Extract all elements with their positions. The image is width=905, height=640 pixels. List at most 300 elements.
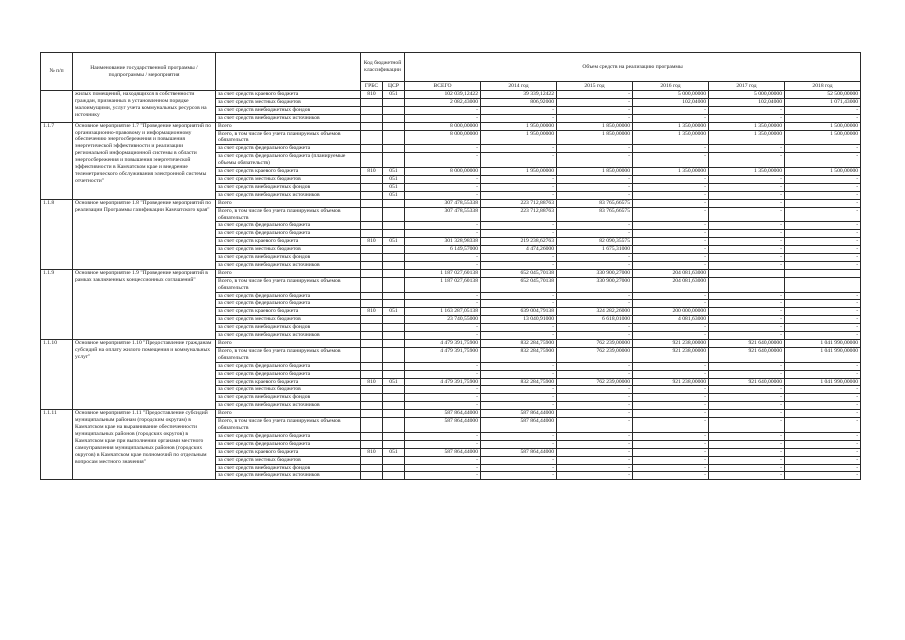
amount-2016: - — [633, 410, 709, 418]
amount-2017: - — [709, 238, 785, 246]
funding-source: за счет средств краевого бюджета — [216, 91, 361, 99]
total-amount: 1 187 027,60138 — [405, 269, 481, 277]
amount-2015: - — [557, 386, 633, 394]
funding-source: за счет средств федерального бюджета — [216, 362, 361, 370]
amount-2014: - — [481, 145, 557, 153]
funding-source: Всего, в том числе без учета планируемых объемов обязательств — [216, 207, 361, 222]
amount-2016: - — [633, 332, 709, 340]
table-row — [41, 340, 861, 348]
funding-source: за счет средств федерального бюджета — [216, 222, 361, 230]
csr-code — [383, 292, 405, 300]
amount-2015: - — [557, 456, 633, 464]
amount-2014: - — [481, 183, 557, 191]
funding-source: за счет средств внебюджетных источников — [216, 261, 361, 269]
grbs-code — [361, 418, 383, 433]
amount-2016: 1 350,00000 — [633, 122, 709, 130]
total-amount: - — [405, 153, 481, 168]
amount-2016: 1 350,00000 — [633, 130, 709, 145]
amount-2015: 324 282,26000 — [557, 308, 633, 316]
header-grbs: ГРБС — [361, 82, 383, 91]
amount-2018: 1 500,00000 — [785, 168, 861, 176]
total-amount: - — [405, 362, 481, 370]
csr-code — [383, 98, 405, 106]
amount-2016: 4 081,63000 — [633, 316, 709, 324]
amount-2017: - — [709, 402, 785, 410]
amount-2015: - — [557, 145, 633, 153]
amount-2017: - — [709, 308, 785, 316]
amount-2018: - — [785, 238, 861, 246]
item-number: 1.1.11 — [41, 410, 73, 480]
csr-code — [383, 432, 405, 440]
total-amount: - — [405, 402, 481, 410]
amount-2015: 1 850,00000 — [557, 168, 633, 176]
total-amount: 8 000,00000 — [405, 168, 481, 176]
amount-2014: - — [481, 153, 557, 168]
csr-code: 051 — [383, 448, 405, 456]
funding-source: за счет средств местных бюджетов — [216, 98, 361, 106]
amount-2017: - — [709, 191, 785, 199]
amount-2014: - — [481, 432, 557, 440]
header-budget-code: Код бюджетной классификации — [361, 53, 405, 82]
amount-2015: - — [557, 402, 633, 410]
amount-2017: - — [709, 230, 785, 238]
amount-2016: 5 000,00000 — [633, 91, 709, 99]
amount-2014: 639 004,79138 — [481, 308, 557, 316]
amount-2017: - — [709, 175, 785, 183]
amount-2018: - — [785, 448, 861, 456]
amount-2018: - — [785, 199, 861, 207]
amount-2016: - — [633, 362, 709, 370]
total-amount: - — [405, 370, 481, 378]
item-description: Основное мероприятие 1.8 "Проведение мероприятий по реализации Программы газификации Камчатского края" — [73, 199, 216, 269]
header-csr: ЦСР — [383, 82, 405, 91]
grbs-code — [361, 456, 383, 464]
grbs-code — [361, 199, 383, 207]
amount-2018: - — [785, 300, 861, 308]
amount-2014: - — [481, 402, 557, 410]
csr-code — [383, 324, 405, 332]
grbs-code — [361, 472, 383, 480]
funding-source: Всего — [216, 269, 361, 277]
csr-code — [383, 456, 405, 464]
grbs-code — [361, 222, 383, 230]
total-amount: - — [405, 394, 481, 402]
total-amount: - — [405, 145, 481, 153]
amount-2014: - — [481, 464, 557, 472]
amount-2018: - — [785, 230, 861, 238]
csr-code — [383, 332, 405, 340]
amount-2017: - — [709, 386, 785, 394]
amount-2018: - — [785, 106, 861, 114]
total-amount: - — [405, 254, 481, 262]
amount-2018: - — [785, 308, 861, 316]
grbs-code — [361, 277, 383, 292]
amount-2017 — [709, 277, 785, 292]
grbs-code — [361, 145, 383, 153]
amount-2018: - — [785, 175, 861, 183]
table-row — [41, 269, 861, 277]
amount-2017: 921 640,00000 — [709, 347, 785, 362]
amount-2018: 1 500,00000 — [785, 122, 861, 130]
amount-2018: - — [785, 145, 861, 153]
amount-2017: - — [709, 456, 785, 464]
amount-2018: 1 071,43000 — [785, 98, 861, 106]
amount-2014: 832 284,75900 — [481, 340, 557, 348]
funding-source: за счет средств краевого бюджета — [216, 448, 361, 456]
item-number: 1.1.10 — [41, 340, 73, 410]
total-amount: - — [405, 230, 481, 238]
amount-2016: - — [633, 183, 709, 191]
document-page — [40, 52, 861, 480]
table-row — [41, 122, 861, 130]
grbs-code — [361, 440, 383, 448]
amount-2017: 921 640,00000 — [709, 340, 785, 348]
amount-2018: - — [785, 402, 861, 410]
funding-source: за счет средств краевого бюджета — [216, 168, 361, 176]
table-row — [41, 410, 861, 418]
amount-2016: - — [633, 191, 709, 199]
amount-2015: 762 239,00000 — [557, 378, 633, 386]
amount-2017: - — [709, 432, 785, 440]
amount-2015: - — [557, 394, 633, 402]
amount-2014: 806,92000 — [481, 98, 557, 106]
amount-2016: - — [633, 324, 709, 332]
amount-2018: - — [785, 394, 861, 402]
grbs-code: 810 — [361, 91, 383, 99]
amount-2016: 102,04000 — [633, 98, 709, 106]
amount-2015: - — [557, 230, 633, 238]
amount-2014: 832 284,75900 — [481, 347, 557, 362]
total-amount: - — [405, 464, 481, 472]
grbs-code — [361, 386, 383, 394]
total-amount: - — [405, 292, 481, 300]
header-year-2017: 2017 год — [709, 82, 785, 91]
csr-code — [383, 269, 405, 277]
total-amount: - — [405, 472, 481, 480]
amount-2014: 652 045,70138 — [481, 277, 557, 292]
amount-2014: - — [481, 261, 557, 269]
amount-2014: - — [481, 332, 557, 340]
grbs-code — [361, 207, 383, 222]
amount-2018: - — [785, 191, 861, 199]
csr-code — [383, 300, 405, 308]
funding-source: Всего, в том числе без учета планируемых объемов обязательств — [216, 130, 361, 145]
funding-source: за счет средств внебюджетных источников — [216, 472, 361, 480]
amount-2018: - — [785, 418, 861, 433]
csr-code — [383, 199, 405, 207]
amount-2016: - — [633, 153, 709, 168]
funding-source: за счет средств краевого бюджета — [216, 378, 361, 386]
grbs-code — [361, 300, 383, 308]
amount-2018: 52 500,00000 — [785, 91, 861, 99]
csr-code — [383, 153, 405, 168]
amount-2017: - — [709, 106, 785, 114]
amount-2017: 921 640,00000 — [709, 378, 785, 386]
amount-2015: - — [557, 418, 633, 433]
funding-source: за счет средств внебюджетных источников — [216, 332, 361, 340]
amount-2018: - — [785, 292, 861, 300]
csr-code: 051 — [383, 238, 405, 246]
grbs-code: 810 — [361, 308, 383, 316]
amount-2015: - — [557, 370, 633, 378]
amount-2015: 6 618,01000 — [557, 316, 633, 324]
item-description: Основное мероприятие 1.11 "Предоставление субсидий муниципальным районам (городским округам) в Камчатском крае на выравнивание обеспеченности муниципальных районов (городских округов) в Камчатском крае при выполнении органами местного самоуправления муниципальных районов (городских округов) в Камчатском крае полномочий по отдельным вопросам местного значения" — [73, 410, 216, 480]
funding-source: за счет средств местных бюджетов — [216, 316, 361, 324]
amount-2015: - — [557, 153, 633, 168]
amount-2016: 1 350,00000 — [633, 168, 709, 176]
amount-2017: - — [709, 222, 785, 230]
grbs-code — [361, 254, 383, 262]
csr-code — [383, 464, 405, 472]
amount-2015: - — [557, 324, 633, 332]
csr-code — [383, 230, 405, 238]
csr-code — [383, 114, 405, 122]
amount-2016: 204 081,63000 — [633, 277, 709, 292]
amount-2015: - — [557, 175, 633, 183]
csr-code: 051 — [383, 91, 405, 99]
total-amount: 301 328,98338 — [405, 238, 481, 246]
amount-2017: - — [709, 410, 785, 418]
amount-2016: - — [633, 238, 709, 246]
amount-2014: 39 339,12422 — [481, 91, 557, 99]
amount-2014: - — [481, 386, 557, 394]
amount-2018: - — [785, 222, 861, 230]
amount-2018 — [785, 277, 861, 292]
csr-code — [383, 130, 405, 145]
grbs-code — [361, 394, 383, 402]
funding-source: за счет средств местных бюджетов — [216, 246, 361, 254]
amount-2017: 1 350,00000 — [709, 122, 785, 130]
total-amount: 8 000,00000 — [405, 130, 481, 145]
csr-code — [383, 410, 405, 418]
funding-source: за счет средств внебюджетных источников — [216, 402, 361, 410]
amount-2016: - — [633, 230, 709, 238]
amount-2017: - — [709, 300, 785, 308]
grbs-code — [361, 464, 383, 472]
grbs-code — [361, 292, 383, 300]
total-amount: 307 478,55338 — [405, 199, 481, 207]
funding-source: за счет средств местных бюджетов — [216, 386, 361, 394]
amount-2018: - — [785, 432, 861, 440]
csr-code — [383, 277, 405, 292]
item-number: 1.1.9 — [41, 269, 73, 339]
amount-2015: - — [557, 300, 633, 308]
amount-2017: 1 350,00000 — [709, 130, 785, 145]
amount-2018: - — [785, 207, 861, 222]
amount-2017: - — [709, 440, 785, 448]
grbs-code — [361, 332, 383, 340]
total-amount: - — [405, 300, 481, 308]
amount-2017: - — [709, 246, 785, 254]
total-amount: 1 187 027,60138 — [405, 277, 481, 292]
csr-code — [383, 386, 405, 394]
amount-2015: - — [557, 91, 633, 99]
total-amount: - — [405, 175, 481, 183]
total-amount: - — [405, 332, 481, 340]
amount-2015: - — [557, 98, 633, 106]
grbs-code — [361, 114, 383, 122]
amount-2017 — [709, 269, 785, 277]
amount-2017: - — [709, 370, 785, 378]
amount-2017: - — [709, 261, 785, 269]
amount-2018: 1 500,00000 — [785, 130, 861, 145]
grbs-code — [361, 370, 383, 378]
amount-2018: - — [785, 254, 861, 262]
grbs-code — [361, 402, 383, 410]
funding-source: за счет средств местных бюджетов — [216, 456, 361, 464]
funding-source: за счет средств краевого бюджета — [216, 238, 361, 246]
grbs-code: 810 — [361, 168, 383, 176]
amount-2015: 330 900,27000 — [557, 269, 633, 277]
total-amount: - — [405, 183, 481, 191]
table-header — [41, 53, 861, 91]
amount-2018: - — [785, 456, 861, 464]
amount-2016: - — [633, 448, 709, 456]
item-number: 1.1.8 — [41, 199, 73, 269]
amount-2016: 204 081,63000 — [633, 269, 709, 277]
amount-2016: - — [633, 292, 709, 300]
amount-2018: - — [785, 183, 861, 191]
amount-2018: 1 041 990,00000 — [785, 340, 861, 348]
total-amount: 4 479 391,75900 — [405, 378, 481, 386]
amount-2014: 587 864,44000 — [481, 448, 557, 456]
funding-source: за счет средств федерального бюджета (планируемые объемы обязательств) — [216, 153, 361, 168]
csr-code — [383, 106, 405, 114]
amount-2015: - — [557, 261, 633, 269]
item-description: жилых помещений, находящихся в собственности граждан, признанных в установленном порядке малоимущими, услуг учета коммунальных ресурсов на источнику — [73, 91, 216, 123]
amount-2016: - — [633, 106, 709, 114]
amount-2015: 83 765,66575 — [557, 199, 633, 207]
amount-2015: 1 675,31000 — [557, 246, 633, 254]
total-amount: 587 864,44000 — [405, 410, 481, 418]
amount-2016: - — [633, 472, 709, 480]
amount-2014: - — [481, 472, 557, 480]
amount-2017: - — [709, 153, 785, 168]
amount-2014: 219 238,62763 — [481, 238, 557, 246]
amount-2015: 1 850,00000 — [557, 130, 633, 145]
amount-2017: - — [709, 394, 785, 402]
amount-2017: - — [709, 472, 785, 480]
amount-2016: - — [633, 199, 709, 207]
csr-code: 051 — [383, 378, 405, 386]
amount-2016: - — [633, 145, 709, 153]
amount-2018: - — [785, 440, 861, 448]
amount-2015: - — [557, 332, 633, 340]
amount-2015: - — [557, 191, 633, 199]
amount-2017: 5 000,00000 — [709, 91, 785, 99]
funding-source: за счет средств внебюджетных фондов — [216, 106, 361, 114]
total-amount: 1 163 287,05138 — [405, 308, 481, 316]
amount-2014: - — [481, 362, 557, 370]
grbs-code — [361, 324, 383, 332]
budget-table — [40, 52, 861, 480]
grbs-code — [361, 98, 383, 106]
amount-2014: 223 712,88763 — [481, 207, 557, 222]
csr-code — [383, 440, 405, 448]
total-amount: 2 082,43000 — [405, 98, 481, 106]
total-amount: 4 479 391,75900 — [405, 347, 481, 362]
csr-code — [383, 207, 405, 222]
amount-2016: 921 238,00000 — [633, 340, 709, 348]
item-number: 1.1.7 — [41, 122, 73, 199]
csr-code — [383, 370, 405, 378]
amount-2017: - — [709, 114, 785, 122]
amount-2018: - — [785, 332, 861, 340]
amount-2015: 1 850,00000 — [557, 122, 633, 130]
total-amount: 587 864,44000 — [405, 448, 481, 456]
amount-2014: 587 864,44000 — [481, 410, 557, 418]
amount-2014: - — [481, 114, 557, 122]
amount-2014: 13 040,91000 — [481, 316, 557, 324]
total-amount: - — [405, 432, 481, 440]
funding-source: за счет средств федерального бюджета — [216, 370, 361, 378]
amount-2018: 1 041 990,00000 — [785, 347, 861, 362]
funding-source: Всего — [216, 122, 361, 130]
amount-2017: - — [709, 324, 785, 332]
amount-2014: 652 045,70138 — [481, 269, 557, 277]
csr-code — [383, 362, 405, 370]
amount-2018: - — [785, 472, 861, 480]
amount-2017: 102,04000 — [709, 98, 785, 106]
funding-source: Всего, в том числе без учета планируемых объемов обязательств — [216, 347, 361, 362]
csr-code — [383, 418, 405, 433]
amount-2014: 223 712,88763 — [481, 199, 557, 207]
table-row — [41, 91, 861, 99]
amount-2017: - — [709, 183, 785, 191]
total-amount: 307 478,55338 — [405, 207, 481, 222]
total-amount: 8 000,00000 — [405, 122, 481, 130]
amount-2014: 1 950,00000 — [481, 168, 557, 176]
funding-source: за счет средств внебюджетных фондов — [216, 324, 361, 332]
funding-source: за счет средств внебюджетных фондов — [216, 464, 361, 472]
grbs-code: 810 — [361, 378, 383, 386]
csr-code: 051 — [383, 168, 405, 176]
funding-source: за счет средств внебюджетных фондов — [216, 394, 361, 402]
amount-2014: - — [481, 222, 557, 230]
grbs-code — [361, 410, 383, 418]
amount-2016: - — [633, 207, 709, 222]
csr-code: 051 — [383, 183, 405, 191]
amount-2014: - — [481, 254, 557, 262]
csr-code — [383, 246, 405, 254]
csr-code — [383, 222, 405, 230]
amount-2016: - — [633, 418, 709, 433]
csr-code — [383, 316, 405, 324]
amount-2015: 82 090,35575 — [557, 238, 633, 246]
amount-2015: - — [557, 114, 633, 122]
amount-2015: 83 765,66575 — [557, 207, 633, 222]
amount-2018: - — [785, 261, 861, 269]
total-amount: - — [405, 440, 481, 448]
csr-code — [383, 261, 405, 269]
amount-2017: 1 350,00000 — [709, 168, 785, 176]
csr-code: 051 — [383, 191, 405, 199]
amount-2016: - — [633, 440, 709, 448]
csr-code — [383, 402, 405, 410]
csr-code — [383, 347, 405, 362]
amount-2015: - — [557, 440, 633, 448]
amount-2018: - — [785, 324, 861, 332]
item-number — [41, 91, 73, 123]
amount-2014: - — [481, 292, 557, 300]
amount-2016: - — [633, 456, 709, 464]
amount-2017: - — [709, 292, 785, 300]
table-body — [41, 91, 861, 480]
total-amount: - — [405, 191, 481, 199]
funding-source: Всего, в том числе без учета планируемых объемов обязательств — [216, 277, 361, 292]
amount-2017: - — [709, 332, 785, 340]
amount-2016: - — [633, 261, 709, 269]
